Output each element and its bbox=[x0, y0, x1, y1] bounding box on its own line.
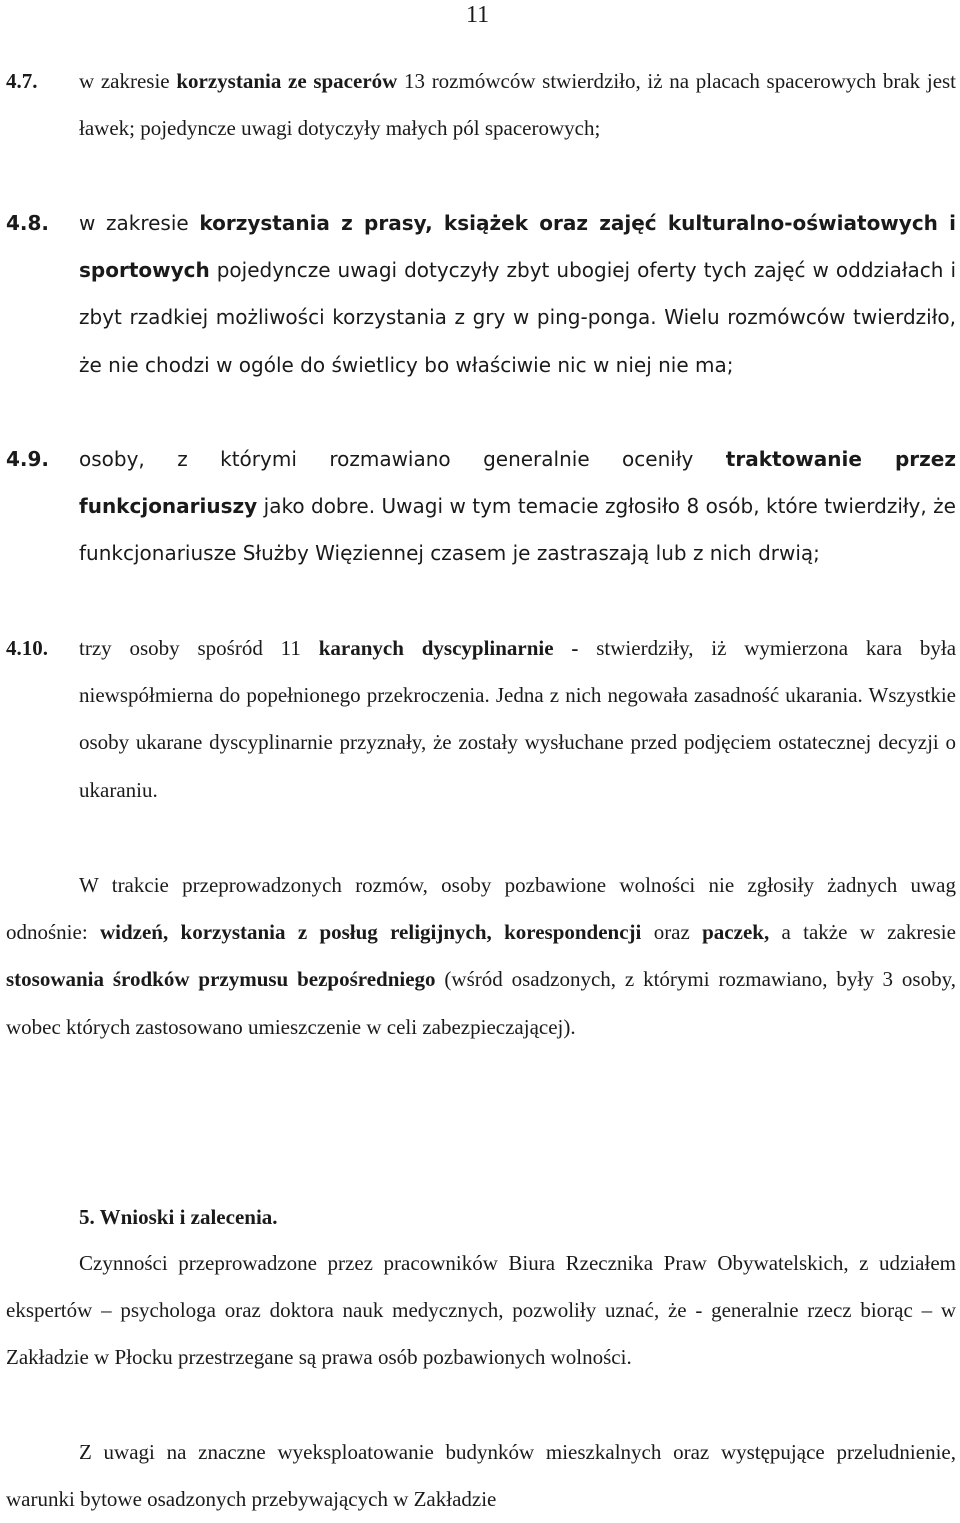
summary-paragraph: W trakcie przeprowadzonych rozmów, osoby pozbawione wolności nie zgłosiły żadnych uwag odnośnie: widzeń, korzystania z posług religijnych, korespondencji oraz paczek, a także w zakresie stosowania środków przymusu bezpośredniego (wśród osadzonych, z którymi rozmawiano, były 3 osoby, wobec których zastosowano umieszczenie w celi zabezpieczającej). bbox=[6, 873, 956, 1039]
item-number: 4.8. bbox=[6, 211, 50, 235]
item-text: w zakresie korzystania z prasy, książek oraz zajęć kulturalno-oświatowych i sportowych pojedyncze uwagi dotyczyły zbyt ubogiej oferty tych zajęć w oddziałach i zbyt rzadkiej możliwości korzystania z gry w ping-ponga. Wielu rozmówców twierdziło, że nie chodzi w ogóle do świetlicy bo właściwie nic w niej nie ma; bbox=[79, 211, 957, 377]
section-heading: 5. Wnioski i zalecenia. bbox=[79, 1205, 278, 1229]
item-number: 4.10. bbox=[6, 636, 48, 660]
item-number: 4.9. bbox=[6, 447, 50, 471]
list-item bbox=[6, 58, 956, 152]
list-item bbox=[6, 625, 956, 814]
list-item bbox=[6, 436, 956, 578]
item-text: trzy osoby spośród 11 karanych dyscyplinarnie - stwierdziły, iż wymierzona kara była niewspółmierna do popełnionego przekroczenia. Jedna z nich negowała zasadność ukarania. Wszystkie osoby ukarane dyscyplinarnie przyznały, że zostały wysłuchane przed podjęciem ostatecznej decyzji o ukaraniu. bbox=[79, 636, 957, 802]
list-item bbox=[6, 200, 956, 389]
item-number: 4.7. bbox=[6, 69, 38, 93]
item-text: w zakresie korzystania ze spacerów 13 rozmówców stwierdziło, iż na placach spacerowych brak jest ławek; pojedyncze uwagi dotyczyły małych pól spacerowych; bbox=[79, 69, 957, 141]
conclusion-paragraph: Czynności przeprowadzone przez pracowników Biura Rzecznika Praw Obywatelskich, z udziałem ekspertów – psychologa oraz doktora nauk medycznych, pozwoliły uznać, że - generalnie rzecz biorąc – w Zakładzie w Płocku przestrzegane są prawa osób pozbawionych wolności. bbox=[6, 1251, 956, 1370]
page-number: 11 bbox=[466, 2, 490, 28]
conclusion-paragraph: Z uwagi na znaczne wyeksploatowanie budynków mieszkalnych oraz występujące przeludnienie, warunki bytowe osadzonych przebywających w Zakładzie bbox=[6, 1440, 956, 1512]
item-text: osoby, z którymi rozmawiano generalnie oceniły traktowanie przez funkcjonariuszy jako dobre. Uwagi w tym temacie zgłosiło 8 osób, które twierdziły, że funkcjonariusze Służby Więziennej czasem je zastraszają lub z nich drwią; bbox=[79, 447, 956, 566]
